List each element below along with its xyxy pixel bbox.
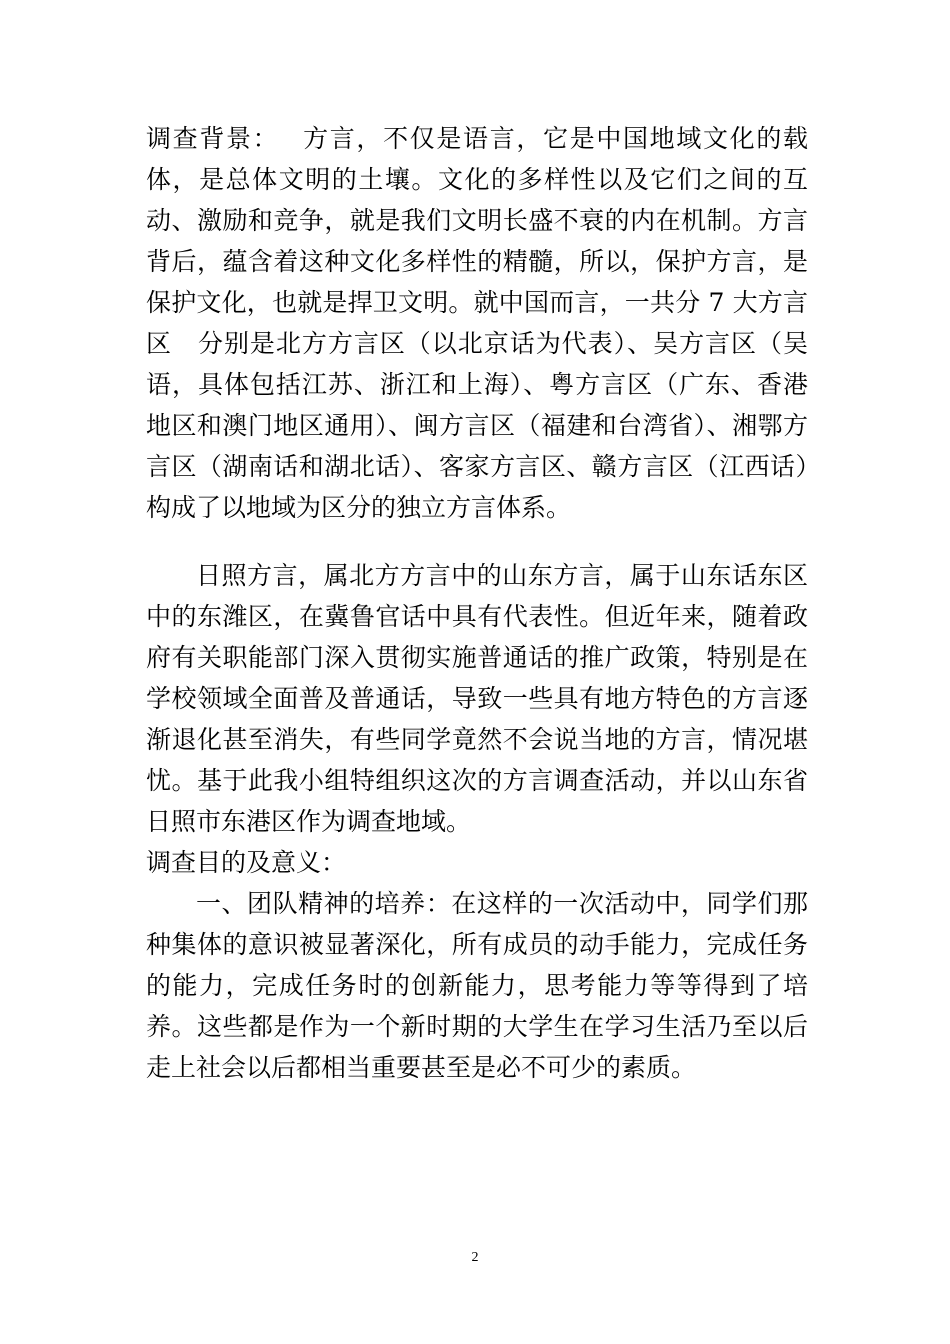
document-body bbox=[146, 118, 808, 1088]
section-heading-purpose: 调查目的及意义： bbox=[146, 848, 347, 877]
paragraph-team-spirit: 一、团队精神的培养：在这样的一次活动中，同学们那种集体的意识被显著深化，所有成员的动手能力，完成任务的能力，完成任务时的创新能力，思考能力等等得到了培养。这些都是作为一个新时期的大学生在学习生活乃至以后走上社会以后都相当重要甚至是必不可少的素质。 bbox=[146, 889, 808, 1082]
paragraph-rizhao-dialect: 日照方言，属北方方言中的山东方言，属于山东话东区中的东潍区，在冀鲁官话中具有代表性。但近年来，随着政府有关职能部门深入贯彻实施普通话的推广政策，特别是在学校领域全面普及普通话，导致一些具有地方特色的方言逐渐退化甚至消失，有些同学竟然不会说当地的方言，情况堪忧。基于此我小组特组织这次的方言调查活动，并以山东省日照市东港区作为调查地域。 bbox=[146, 561, 808, 836]
page-number: 2 bbox=[471, 1250, 479, 1265]
paragraph-survey-background: 调查背景： 方言，不仅是语言，它是中国地域文化的载体，是总体文明的土壤。文化的多样性以及它们之间的互动、激励和竞争，就是我们文明长盛不衰的内在机制。方言背后，蕴含着这种文化多样性的精髓，所以，保护方言，是保护文化，也就是捍卫文明。就中国而言，一共分 7 大方言区 分别是北方方言区（以北京话为代表）、吴方言区（吴语，具体包括江苏、浙江和上海）、粤方言区（广东、香港地区和澳门地区通用）、闽方言区（福建和台湾省）、湘鄂方言区（湖南话和湖北话）、客家方言区、赣方言区（江西话）构成了以地域为区分的独立方言体系。 bbox=[146, 124, 808, 522]
